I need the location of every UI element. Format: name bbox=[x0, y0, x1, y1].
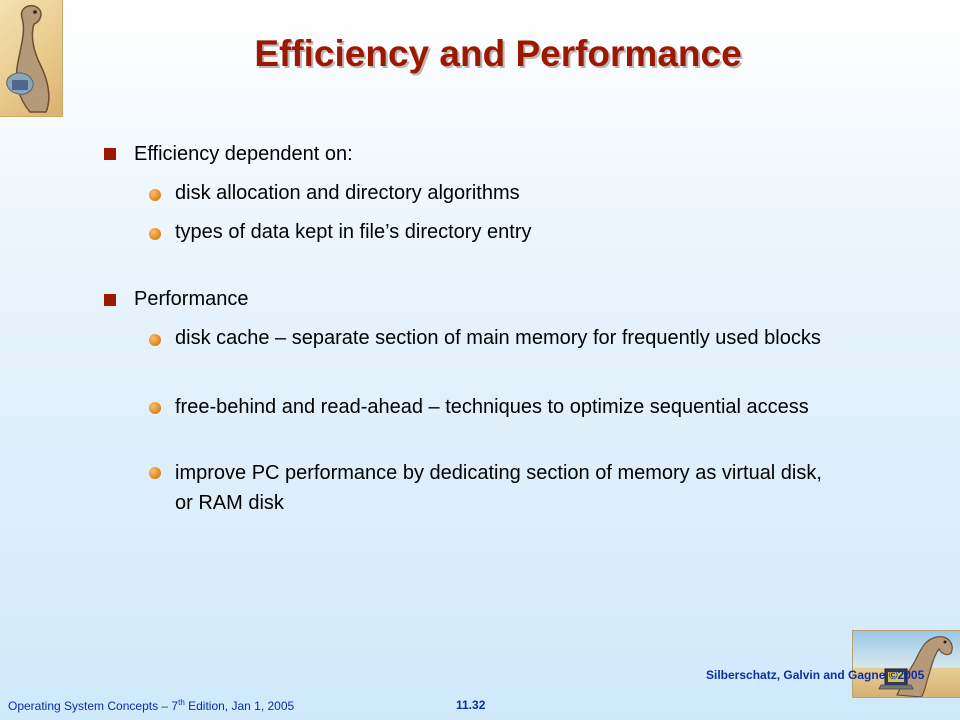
round-bullet-icon bbox=[149, 467, 161, 479]
square-bullet-icon bbox=[104, 294, 116, 306]
dinosaur-logo-bottom bbox=[852, 630, 960, 698]
subitem-disk-cache: disk cache – separate section of main memory for frequently used blocks bbox=[175, 327, 821, 349]
footer-book-title bbox=[8, 698, 294, 713]
footer-book-title-suffix: Edition, Jan 1, 2005 bbox=[184, 699, 295, 713]
bullet-performance: Performance bbox=[134, 288, 249, 310]
square-bullet-icon bbox=[104, 148, 116, 160]
dinosaur-laptop-icon bbox=[853, 631, 960, 697]
subitem-data-types: types of data kept in file’s directory entry bbox=[175, 221, 532, 243]
round-bullet-icon bbox=[149, 189, 161, 201]
footer-copyright: Silberschatz, Galvin and Gagne ©2005 bbox=[706, 668, 925, 682]
slide-title: Efficiency and Performance bbox=[254, 33, 742, 74]
round-bullet-icon bbox=[149, 334, 161, 346]
bullet-efficiency: Efficiency dependent on: bbox=[134, 143, 353, 165]
subitem-free-behind: free-behind and read-ahead – techniques to optimize sequential access bbox=[175, 396, 809, 418]
footer-edition-superscript: th bbox=[178, 698, 185, 707]
round-bullet-icon bbox=[149, 228, 161, 240]
footer-book-title-prefix: Operating System Concepts – 7 bbox=[8, 699, 179, 713]
footer-page-number: 11.32 bbox=[456, 698, 486, 712]
round-bullet-icon bbox=[149, 402, 161, 414]
subitem-disk-allocation: disk allocation and directory algorithms bbox=[175, 182, 520, 204]
subitem-ram-disk: improve PC performance by dedicating section of memory as virtual disk, or RAM disk bbox=[175, 462, 822, 514]
